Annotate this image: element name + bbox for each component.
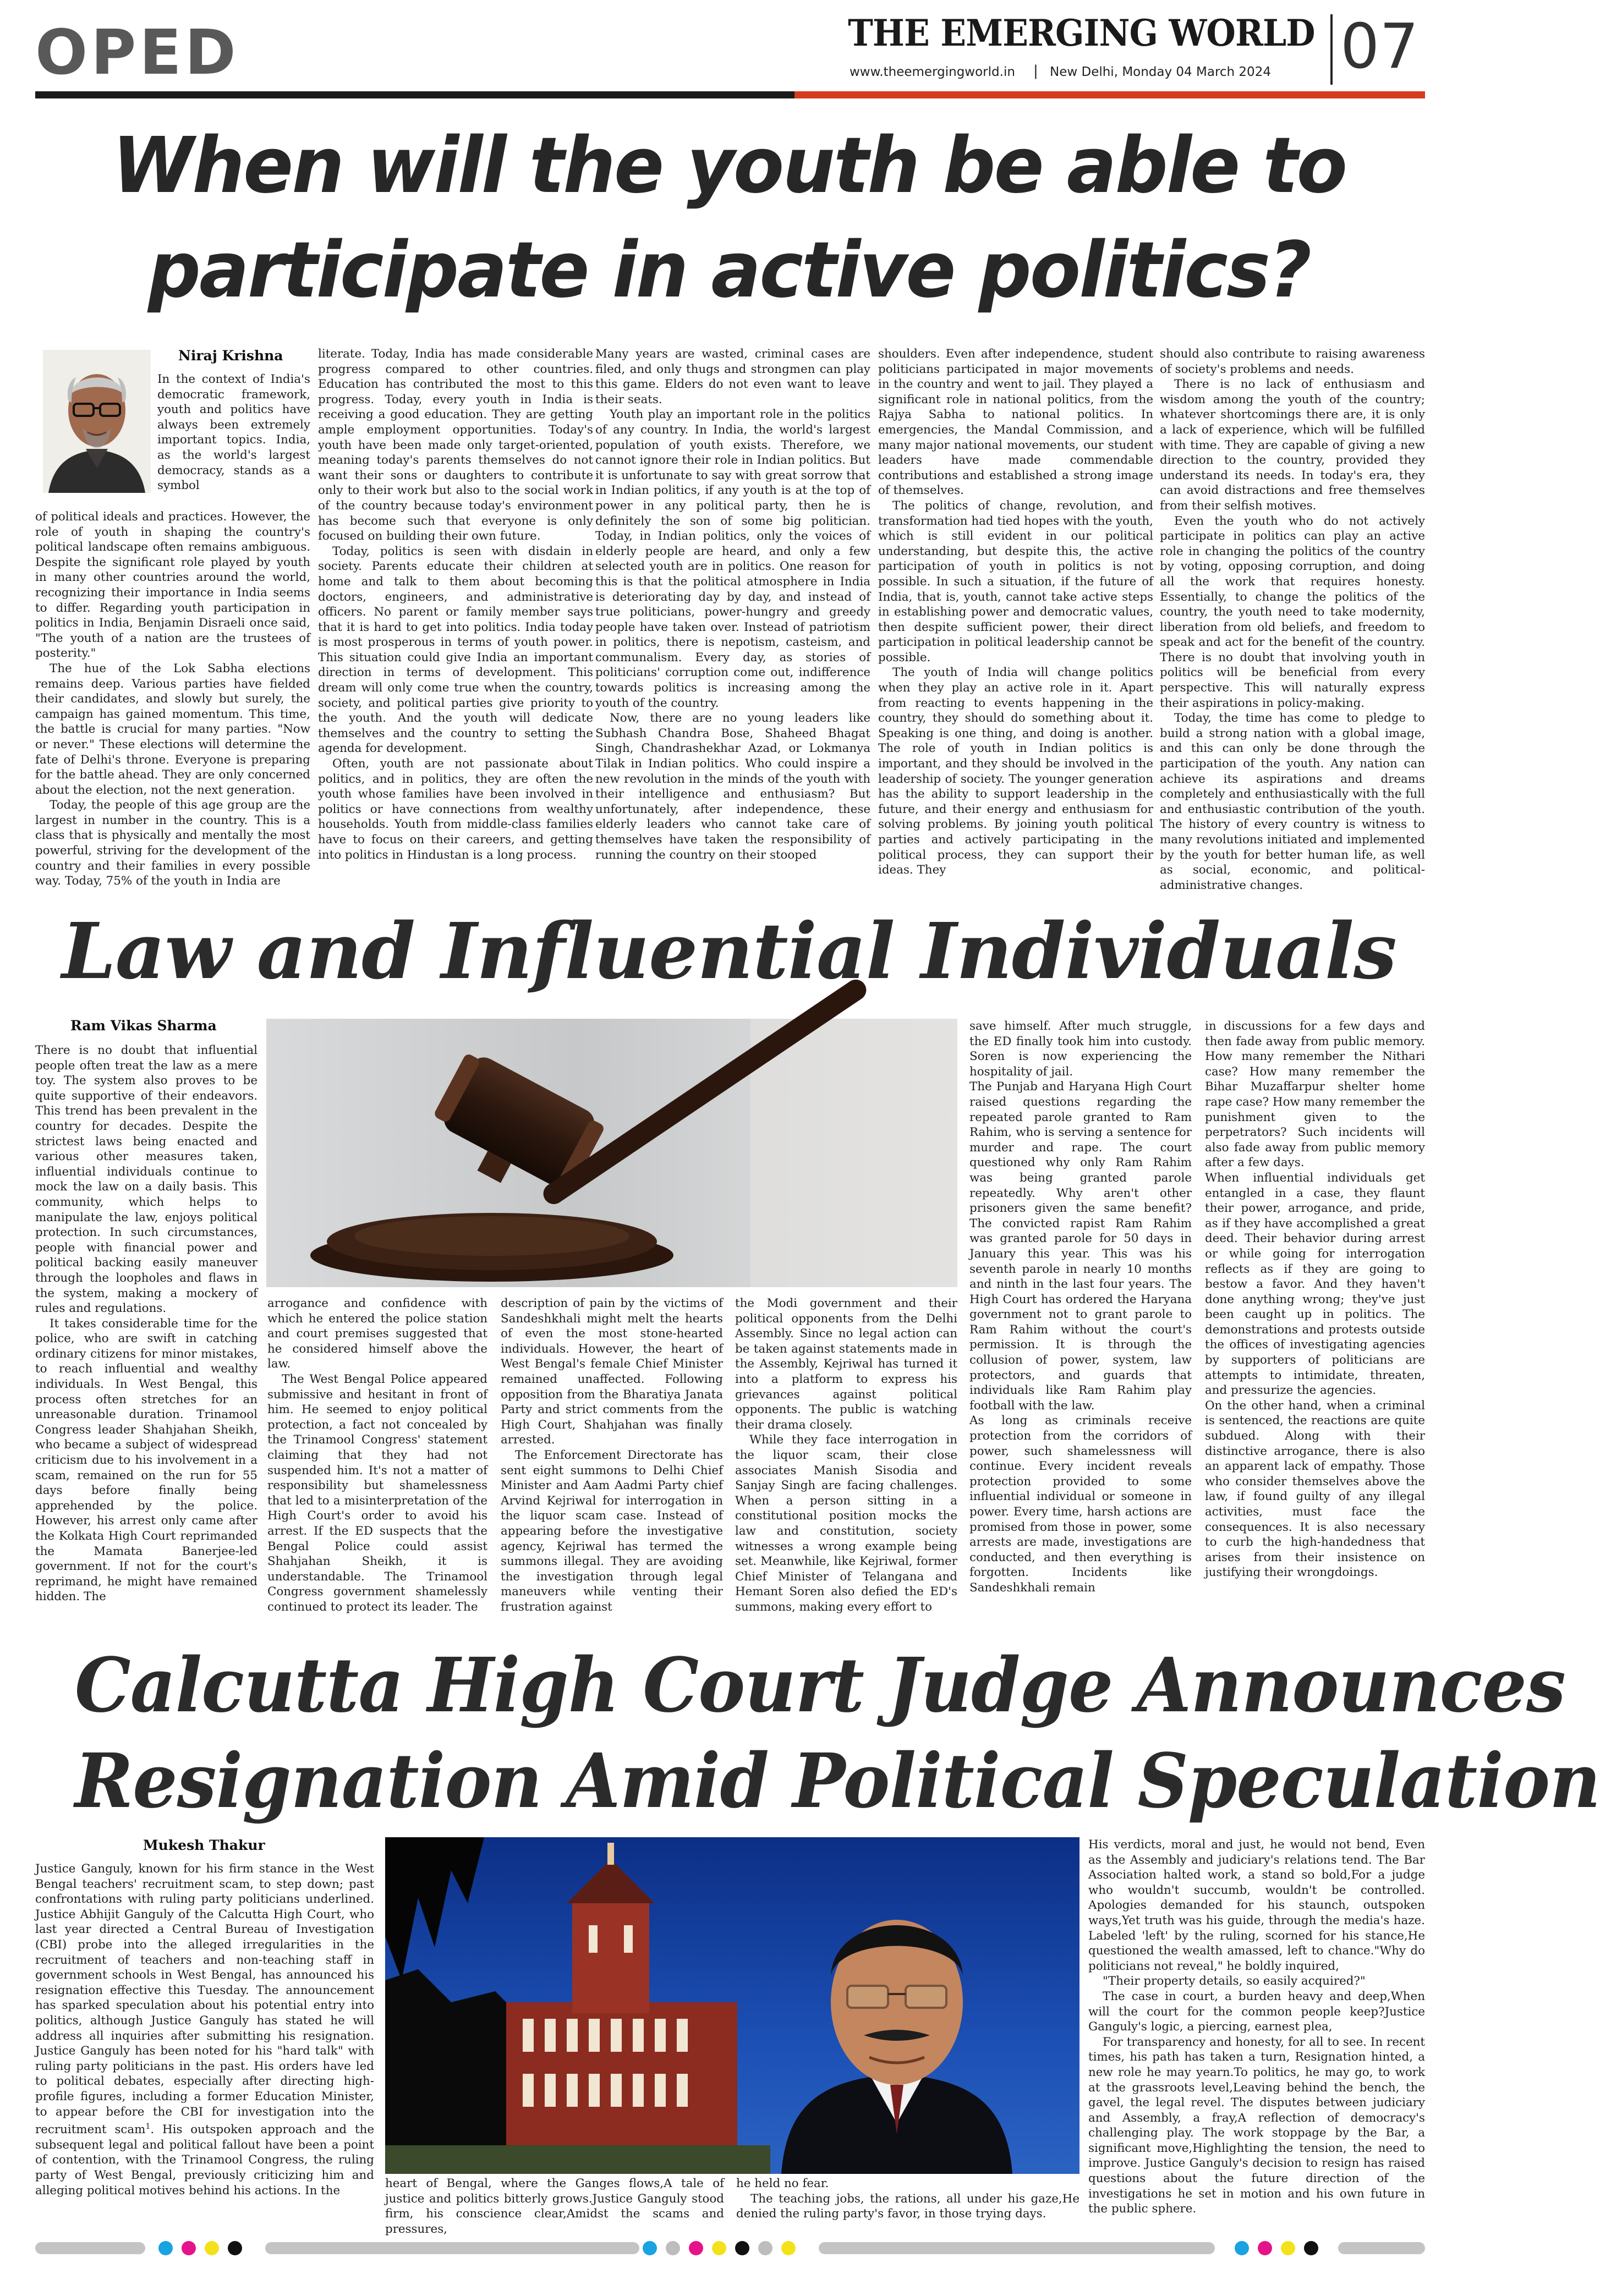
article3-column-2 [385, 2176, 724, 2236]
article1-column-2 [318, 347, 593, 894]
black-dot-3 [1304, 2241, 1318, 2255]
article1-col1-para2: The hue of the Lok Sabha elections remains deep. Various parties have fielded their candidates, and slowly but surely, the campaign has gained momentum. This time, the battle is crucial for many parties. "Now or never." These elections will determine the fate of Delhi's throne. Everyone is preparing for the battle ahead. They are only concerned about the election, not the next generation. [35, 661, 310, 797]
article1-col2-para2: Today, politics is seen with disdain in society. Parents educate their children at home and talk to them about becoming doctors, engineers, and administrative officers. No parent or family member says that it is hard to get into politics. India today is most prosperous in terms of youth power. This situation could give India an important direction in terms of development. This dream will only come true when the country, society, and political parties give priority to the youth. And the youth will dedicate themselves and the country to setting the agenda for development. [318, 544, 593, 756]
article1-col3-para3: Now, there are no young leaders like Subhash Chandra Bose, Shaheed Bhagat Singh, Chandrashekhar Azad, or Lokmanya Tilak in Indian politics. Who could inspire a new revolution in the minds of the youth with their intelligence and enthusiasm? But unfortunately, after independence, these elderly leaders who cannot take care of themselves have taken the responsibility of running the country on their stooped [595, 711, 870, 862]
article1-column-4 [878, 347, 1153, 894]
gavel-illustration [266, 1019, 957, 1287]
footer-pill-3 [819, 2242, 1215, 2254]
article1-col5-para4: Today, the time has come to pledge to build a strong nation with a global image, and this can only be done through the participation of the youth. Any nation can achieve its aspirations and dreams completely and enthusiastically with the full and enthusiastic contribution of the youth. The history of every country is witness to many revolutions initiated and implemented by the youth for better human life, as well as social, economic, and political-administrative changes. [1160, 711, 1425, 892]
article1-headline-line1: When will the youth be able to [112, 121, 1346, 211]
article2-col2-para2: The West Bengal Police appeared submissive and hesitant in front of him. He seemed to enjoy political protection, a fact not concealed by the Trinamool Congress' statement claiming that they had not suspended him. It's not a matter of responsibility but shamelessness that led to a misinterpretation of the High Court's order to avoid his arrest. If the ED suspects that the Bengal Police could assist Shahjahan Sheikh, it is understandable. The Trinamool Congress government shamelessly continued to protect its leader. The [267, 1372, 487, 1614]
article2-col3-para1: description of pain by the victims of Sandeshkhali might melt the hearts of even the most stone-hearted individuals. However, the heart of West Bengal's female Chief Minister remained unaffected. Following opposition from the Bharatiya Janata Party and strict comments from the High Court, Shahjahan was finally arrested. [501, 1297, 723, 1447]
article2-col5-para1: save himself. After much struggle, the ED finally took him into custody. Soren is now experiencing the hospitality of jail. [969, 1019, 1192, 1079]
yellow-dot-4 [1281, 2241, 1295, 2255]
article2-col6-para2: When influential individuals get entangled in a case, they flaunt their power, arrogance, and pride, as if they have accomplished a great deed. Their behavior during arrest or while going for interrogation reflects as if they are going to bestow a favor. And they haven't done anything wrong; they've just been caught up in politics. The demonstrations and protests outside the offices of investigating agencies by supporters of politicians are attempts to intimidate, threaten, and pressurize the agencies. [1205, 1171, 1425, 1398]
magenta-dot-2 [689, 2241, 703, 2255]
article1-intro-wrap: In the context of India's democratic framework, youth and politics have always been extremely important topics. India, as the world's largest democracy, stands as a symbol [157, 372, 310, 493]
cyan-dot-2 [643, 2241, 657, 2255]
article2-col5-para2: The Punjab and Haryana High Court raised questions regarding the repeated parole granted to Ram Rahim, who is serving a sentence for murder and rape. The court questioned why only Ram Rahim was being granted parole repeatedly. Why aren't other prisoners given the same benefit? The convicted rapist Ram Rahim was granted parole for 50 days in January this year. This was his seventh parole in nearly 10 months and ninth in the last four years. The High Court has ordered the Haryana government not to grant parole to Ram Rahim without the court's permission. It is through the collusion of power, system, law protectors, and guards that individuals like Ram Rahim play football with the law. [969, 1080, 1192, 1413]
article3-headline-line1: Calcutta High Court Judge Announces [74, 1641, 1565, 1729]
article2-col4-para1: the Modi government and their political opponents from the Delhi Assembly. Since no legal action can be taken against statements made in the Assembly, Kejriwal has turned it into a platform to express his grievances against political opponents. The public is watching their drama closely. [735, 1297, 957, 1432]
article3-column-3 [736, 2176, 1080, 2222]
article1-col4-para1: shoulders. Even after independence, student politicians participated in major movements in the country and went to jail. They played a significant role in national politics, from the Rajya Sabha to national politics. In emergencies, the Mandal Commission, and many major national movements, our student leaders have made commendable contributions and established a strong image of themselves. [878, 347, 1153, 498]
article1-col3-para2: Youth play an important role in the politics of any country. In India, the world's largest population of youth exists. Therefore, we cannot ignore their role in Indian politics. But it is unfortunate to say with great sorrow that in Indian politics, if any youth is at the top of power in any political party, then he is definitely the son of some big politician. Today, in Indian politics, only the voices of elderly people are heard, and only a few selected youth are in politics. One reason for this is that the political atmosphere in India is deteriorating day by day, and instead of true politicians, power-hungry and greedy people have taken over. Instead of patriotism in politics, there is nepotism, casteism, and communalism. Every day, as stories of politicians' corruption come out, indifference towards politics is increasing among the youth of the country. [595, 408, 870, 710]
article2-col1-para1: There is no doubt that influential people often treat the law as a mere toy. The system also proves to be quite supportive of their endeavors. This trend has been prevalent in the country for decades. Despite the strictest laws being enacted and various other measures taken, influential individuals continue to mock the law on a daily basis. This community, which helps to manipulate the law, enjoys political protection. In such circumstances, people with financial power and political backing easily maneuver through the loopholes and flaws in the system, making a mockery of rules and regulations. [35, 1043, 257, 1316]
article2-column-6 [1205, 1019, 1425, 1637]
magenta-dot-3 [1258, 2241, 1272, 2255]
article3-col4-para2: "Their property details, so easily acquired?" [1103, 1974, 1366, 1989]
yellow-dot-3 [781, 2241, 796, 2255]
article1-col4-para3: The youth of India will change politics when they play an active role in it. Apart from reacting to events happening in the country, they should do something about it. Speaking is one thing, and doing is another. The role of youth in Indian politics is important, and they should be involved in the leadership of society. The younger generation has the ability to support leadership in the future, and their energy and enthusiasm for solving problems. By joining youth political parties and actively participating in the political process, they can support their ideas. They [878, 666, 1153, 877]
article2-col2-para1: arrogance and confidence with which he entered the police station and court premises suggested that he considered himself above the law. [267, 1297, 487, 1371]
article1-col1-para3: Today, the people of this age group are the largest in number in the country. This is a class that is physically and mentally the most powerful, striving for the development of the country and their families in every possible way. Today, 75% of the youth in India are [35, 798, 310, 888]
article2-col4-para2: While they face interrogation in the liquor scam, their close associates Manish Sisodia and Sanjay Singh are facing challenges. When a person sitting in a constitutional position mocks the law and constitution, society witnesses a wrong example being set. Meanwhile, like Kejriwal, former Chief Minister of Telangana and Hemant Soren also defied the ED's summons, making every effort to [735, 1433, 957, 1614]
article2-headline: Law and Influential Individuals [62, 907, 1396, 997]
article1-column-5 [1160, 347, 1425, 894]
article1-col4-para2: The politics of change, revolution, and transformation had tied hopes with the youth, which is still evident in our political understanding, but despite this, the active participation of youth in politics is not possible. In such a situation, if the future of India, that is, youth, cannot take active steps in establishing power and democratic values, then despite sufficient power, their direct participation in political leadership cannot be possible. [878, 498, 1153, 664]
article2-author: Ram Vikas Sharma [70, 1018, 217, 1034]
dateline: New Delhi, Monday 04 March 2024 [1050, 65, 1271, 79]
article1-col2-para1: literate. Today, India has made considerable progress compared to other countries. Education has contributed the most to this progress. Today, every youth in India is receiving a good education. They are getting ample employment opportunities. Today's youth have been made only target-oriented, meaning today's parents themselves do not want their sons or daughters to contribute only to their work but also to the social work of the country because today's environment has become such that everyone is only focused on building their own future. [318, 347, 593, 543]
article3-col2-para1: heart of Bengal, where the Ganges flows,A tale of justice and politics bitterly grows.Justice Ganguly stood firm, his conscience clear,Amidst the scams and pressures, [385, 2177, 724, 2236]
article1-col5-para1: should also contribute to raising awareness of society's problems and needs. [1160, 347, 1425, 376]
article2-col6-para1: in discussions for a few days and then fade away from public memory. How many remember the Nithari case? How many remember the Bihar Muzaffarpur shelter home rape case? How many remember the punishment given to the perpetrators? Such incidents will also fade away from public memory after a few days. [1205, 1019, 1425, 1170]
article1-col2-para3: Often, youth are not passionate about politics, and in politics, they are often the youth whose families have been involved in politics or have connections from wealthy households. Youth from middle-class families have to focus on their careers, and getting into politics in Hindustan is a long process. [318, 757, 593, 862]
article2-column-5 [969, 1019, 1192, 1637]
article1-column-3 [595, 347, 870, 894]
footnote-marker: 1 [145, 2122, 151, 2132]
article3-col1-text-end: . His outspoken approach and the subsequent legal and political fallout have been a point of contention, with the Trinamool Congress, the ruling party of West Bengal, previously criticizing him and alleging political motives behind his actions. In the [35, 2123, 374, 2198]
article1-col5-para2: There is no lack of enthusiasm and wisdom among the youth of the country; whatever shortcomings there are, it is only a lack of experience, which will be fulfilled with time. They are capable of giving a new direction to the country, provided they understand its needs. In today's era, they can avoid distractions and free themselves from their selfish motives. [1160, 377, 1425, 513]
judge-photo [385, 1837, 1080, 2174]
black-dot [228, 2241, 242, 2255]
section-label: OPED [35, 17, 239, 89]
masthead-rule [35, 91, 1425, 98]
article2-col5-para3: As long as criminals receive protection from the corridors of power, such shamelessness will continue. Every incident reveals protection provided to some influential individual or someone in power. Every time, harsh actions are promised from those in power, some arrests are made, investigations are conducted, and then everything is forgotten. Incidents like Sandeshkhali remain [969, 1414, 1192, 1595]
cyan-dot [158, 2241, 173, 2255]
article2-column-4 [735, 1296, 957, 1637]
article2-col6-para3: On the other hand, when a criminal is sentenced, the reactions are quite subdued. Along with their distinctive arrogance, there is also an apparent lack of empathy. Those who consider themselves above the law, if found guilty of any illegal activities, must face the consequences. It is also necessary to curb the high-handedness that arises from their insistence on justifying their wrongdoings. [1205, 1398, 1425, 1580]
article3-col4-para4: For transparency and honesty, for all to see. In recent times, his path has taken a turn, Resignation hinted, a new role he may yearn.To politics, he may go, to work at the grassroots level,Leaving behind the bench, the gavel, the legal revel. The disputes between judiciary and Assembly, a fray,A reflection of democracy's challenging play. The work stoppage by the Bar, a significant move,Highlighting the tension, the need to improve. Justice Ganguly's decision to resign has raised questions about the future direction of the investigations he set in motion and his own future in the public sphere. [1088, 2035, 1425, 2216]
black-dot-2 [735, 2241, 749, 2255]
article1-column-1 [35, 372, 310, 894]
article1-col3-para1: Many years are wasted, criminal cases are filed, and only thugs and strongmen can play this game. Elders do not even want to leave their seats. [595, 347, 870, 407]
article2-column-3 [501, 1296, 723, 1637]
page-number-divider [1330, 14, 1333, 85]
court-and-judge-illustration [385, 1837, 1080, 2174]
magenta-dot [182, 2241, 196, 2255]
article3-author: Mukesh Thakur [143, 1837, 265, 1853]
article3-column-1 [35, 1861, 374, 2198]
article1-col1-para1: of political ideals and practices. However, the role of youth in shaping the country's political landscape often remains ambiguous. Despite the significant role played by youth in many other countries around the world, recognizing their importance in India seems to differ. Regarding youth participation in politics in India, Benjamin Disraeli once said, "The youth of a nation are the trustees of posterity." [35, 510, 310, 661]
article3-column-4 [1088, 1837, 1425, 2222]
article2-col1-para2: It takes considerable time for the police, who are swift in catching ordinary citizens for minor mistakes, to reach influential and wealthy individuals. In West Bengal, this process often stretches for an unreasonable duration. Trinamool Congress leader Shahjahan Sheikh, who became a subject of widespread criticism due to his involvement in a scam, remained on the run for 55 days before finally being apprehended by the police. However, his arrest only came after the Kolkata High Court reprimanded the Mamata Banerjee-led government. If not for the court's reprimand, he might have remained hidden. The [35, 1316, 257, 1604]
masthead-separator: | [1033, 63, 1038, 79]
article3-col4-para1: His verdicts, moral and just, he would not bend, Even as the Assembly and judiciary's relations tend. The Bar Association halted work, a stand so bold,For a judge who wouldn't succumb, wouldn't be controlled. Apologies demanded for his staunch, outspoken ways,Yet truth was his guide, through the media's haze. Labeled 'left' by the ruling, scorned for his stance,He questioned the wealth amassed, left to chance."Why do politicians not reveal," he boldly inquired, [1088, 1838, 1425, 1973]
grey-dot [666, 2241, 680, 2255]
article3-col3-para2: The teaching jobs, the rations, all under his gaze,He denied the ruling party's favor, in those trying days. [736, 2191, 1080, 2221]
article2-column-1 [35, 1043, 257, 1637]
article3-headline-line2: Resignation Amid Political Speculation [74, 1737, 1600, 1825]
paper-name: THE EMERGING WORLD [848, 12, 1315, 54]
article2-col3-para2: The Enforcement Directorate has sent eight summons to Delhi Chief Minister and Aam Aadmi Party chief Arvind Kejriwal for interrogation in the liquor scam case. Instead of appearing before the investigative agency, Kejriwal has termed the summons illegal. They are avoiding the investigation through legal maneuvers while venting their frustration against [501, 1448, 723, 1614]
website-url[interactable]: www.theemergingworld.in [850, 65, 1015, 79]
yellow-dot [205, 2241, 219, 2255]
footer-pill-1 [35, 2242, 145, 2254]
article1-headline-line2: participate in active politics? [147, 226, 1311, 315]
article1-col5-para3: Even the youth who do not actively participate in politics can play an active role in changing the politics of the country by voting, opposing corruption, and doing all the work that requires honesty. Essentially, to change the politics of the country, the youth need to take modernity, liberation from old beliefs, and freedom to speak and act for the benefit of the country. There is no doubt that involving youth in politics will be beneficial from every perspective. This will naturally express their aspirations in policy-making. [1160, 514, 1425, 710]
grey-dot-2 [758, 2241, 772, 2255]
article1-author: Niraj Krishna [178, 348, 283, 364]
article3-col1-text: Justice Ganguly, known for his firm stance in the West Bengal teachers' recruitment scam, to step down; past confrontations with ruling party politicians underlined. Justice Abhijit Ganguly of the Calcutta High Court, who last year directed a Central Bureau of Investigation (CBI) probe into the alleged irregularities in the recruitment of teachers and non-teaching staff in government schools in West Bengal, has announced his resignation effective this Tuesday. The announcement has sparked speculation about his potential entry into politics, although Justice Ganguly has stated he will address all inquiries after submitting his resignation. Justice Ganguly has been noted for his "hard talk" with ruling party politicians in the past. His orders have led to political debates, especially after directing high-profile figures, including a former Education Minister, to appear before the CBI for investigation into the recruitment scam [35, 1862, 374, 2137]
article3-col3-para1: he held no fear. [736, 2177, 829, 2190]
article3-col4-para3: The case in court, a burden heavy and deep,When will the court for the common people keep?Justice Ganguly's logic, a piercing, earnest plea, [1088, 1989, 1425, 2034]
article3-col1-para1 [35, 1861, 374, 2198]
gavel-photo [266, 1019, 957, 1287]
yellow-dot-2 [712, 2241, 726, 2255]
footer-pill-4 [1338, 2242, 1425, 2254]
cyan-dot-3 [1235, 2241, 1249, 2255]
page-number: 07 [1340, 11, 1419, 83]
article2-column-2 [267, 1296, 487, 1637]
footer-pill-2 [265, 2242, 639, 2254]
